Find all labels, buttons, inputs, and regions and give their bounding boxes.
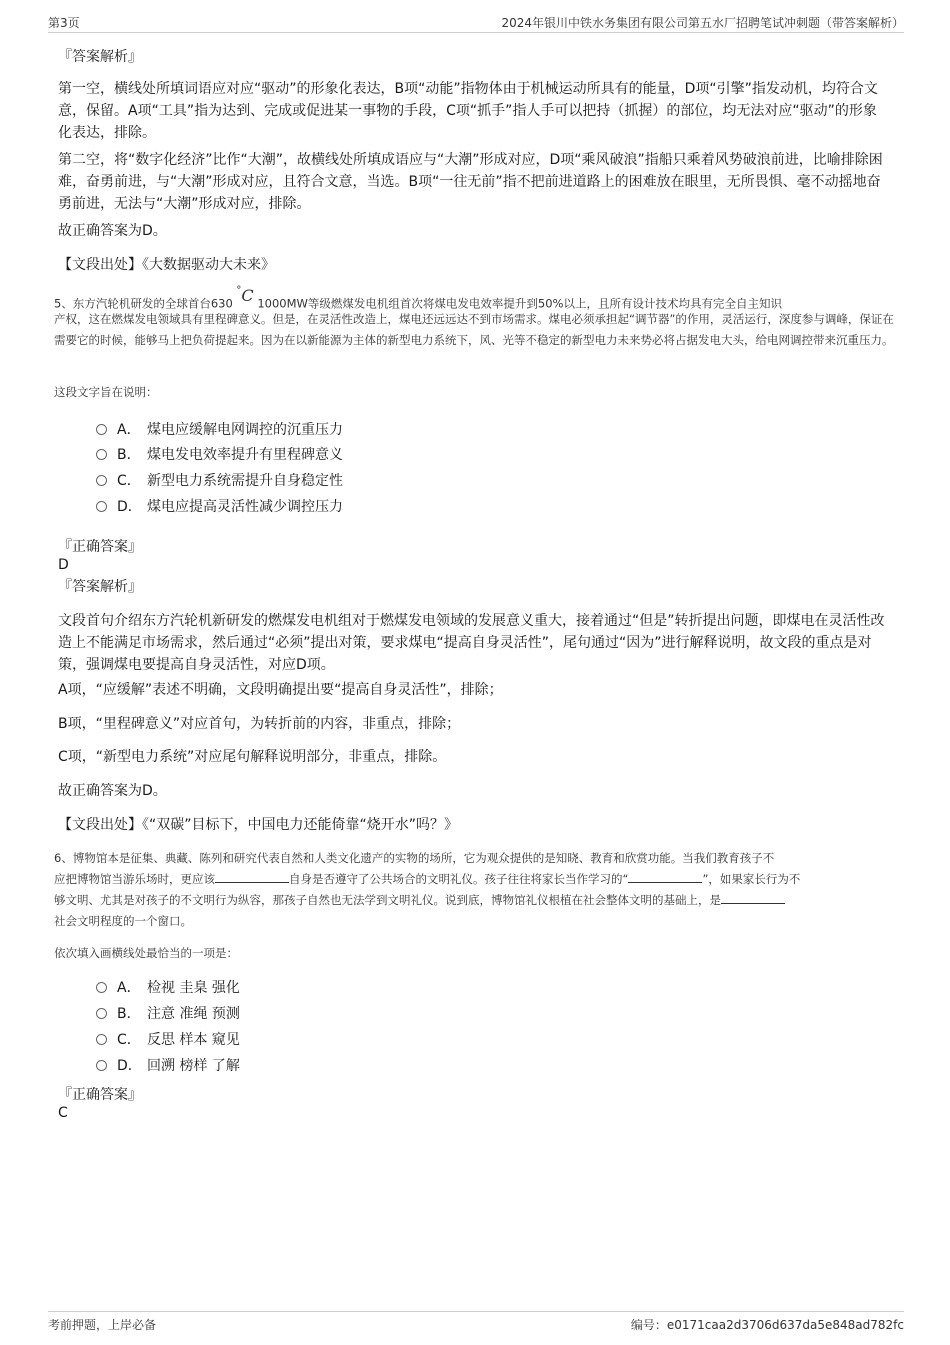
document-code: 编号：e0171caa2d3706d637da5e848ad782fc: [630, 1318, 904, 1332]
q5-analysis-label: 『答案解析』: [58, 579, 142, 595]
q5-analysis-paragraph: 文段首句介绍东方汽轮机新研发的燃煤发电机组对于燃煤发电领域的发展意义重大，接着通过“但是”转折提出问题，即煤电在灵活性改造上不能满足市场需求，然后通过“必须”提出对策，要求煤电“提高自身灵活性”，尾句通过“因为”进行解释说明，故文段的重点是对策，强调煤电要提高自身灵活性，对应D项。: [58, 613, 885, 673]
q5-answer: D: [58, 557, 69, 573]
radio-icon[interactable]: [96, 982, 107, 993]
q5-source: 【文段出处】《“双碳”目标下，中国电力还能倚靠“烧开水”吗？》: [58, 817, 459, 833]
q5-analysis-a: A项，“应缓解”表述不明确，文段明确提出要“提高自身灵活性”，排除；: [58, 682, 503, 698]
q5-stem-rest: 产权，这在燃煤发电领域具有里程碑意义。但是，在灵活性改造上，煤电还远远达不到市场需求。煤电必须承担起“调节器”的作用，灵活运行，深度参与调峰，保证在需要它的时候，能够马上把负荷提起来。因为在以新能源为主体的新型电力系统下，风、光等不稳定的新型电力未来势必将占据发电大头，给电网调控带来沉重压力。: [54, 312, 894, 347]
q6-option-a[interactable]: A． 检视 圭臬 强化: [96, 978, 240, 998]
q5-option-d[interactable]: D． 煤电应提高灵活性减少调控压力: [96, 497, 343, 517]
page-header: [48, 12, 904, 33]
q5-conclusion: 故正确答案为D。: [58, 783, 167, 799]
q5-stem-line1-rest: 1000MW等级燃煤发电机组首次将煤电发电效率提升到50%以上，且所有设计技术均具有完全自主知识: [257, 296, 782, 311]
radio-icon[interactable]: [96, 1060, 107, 1071]
q5-stem-prefix: 5、东方汽轮机研发的全球首台630: [54, 296, 233, 311]
radio-icon[interactable]: [96, 449, 107, 460]
q6-answer: C: [58, 1105, 68, 1121]
q6-option-b[interactable]: B． 注意 准绳 预测: [96, 1004, 240, 1024]
q6-answer-label: 『正确答案』: [58, 1087, 142, 1103]
radio-icon[interactable]: [96, 1034, 107, 1045]
footer-slogan: 考前押题，上岸必备: [48, 1318, 157, 1332]
q5-analysis-b: B项，“里程碑意义”对应首句，为转折前的内容，非重点，排除；: [58, 716, 461, 732]
radio-icon[interactable]: [96, 501, 107, 512]
q5-option-c[interactable]: C． 新型电力系统需提升自身稳定性: [96, 471, 343, 491]
q6-option-c[interactable]: C． 反思 样本 窥见: [96, 1030, 240, 1050]
q5-option-b[interactable]: B． 煤电发电效率提升有里程碑意义: [96, 445, 343, 465]
radio-icon[interactable]: [96, 1008, 107, 1019]
q6-prompt: 依次填入画横线处最恰当的一项是：: [54, 946, 238, 960]
q5-prompt: 这段文字旨在说明：: [54, 385, 158, 399]
q6-stem-line2: 应把博物馆当游乐场时，更应该 自身是否遵守了公共场合的文明礼仪。孩子往往将家长当作学习的“ ”，如果家长行为不: [54, 872, 801, 886]
page-footer: [48, 1311, 904, 1334]
q5-answer-label: 『正确答案』: [58, 539, 142, 555]
q4-analysis-label: 『答案解析』: [58, 49, 142, 65]
degree-celsius-symbol: °C: [236, 285, 254, 306]
page-number: 第3页: [48, 16, 80, 30]
document-title: 2024年银川中铁水务集团有限公司第五水厂招聘笔试冲刺题（带答案解析）: [501, 16, 904, 30]
fill-blank-1: [215, 871, 289, 883]
q5-option-a[interactable]: A． 煤电应缓解电网调控的沉重压力: [96, 420, 343, 440]
fill-blank-3: [721, 892, 785, 904]
q6-stem-line3: 够文明、尤其是对孩子的不文明行为纵容，那孩子自然也无法学到文明礼仪。说到底，博物馆礼仪根植在社会整体文明的基础上，是: [54, 890, 898, 911]
q4-analysis-paragraph-1: 第一空，横线处所填词语应对应“驱动”的形象化表达，B项“动能”指物体由于机械运动所具有的能量，D项“引擎”指发动机，均符合文意，保留。A项“工具”指为达到、完成或促进某一事物的手段，C项“抓手”指人手可以把持（抓握）的部位，均无法对应“驱动”的形象化表达，排除。: [58, 81, 878, 141]
q6-option-d[interactable]: D． 回溯 榜样 了解: [96, 1056, 240, 1076]
q6-stem-line1: 6、博物馆本是征集、典藏、陈列和研究代表自然和人类文化遗产的实物的场所，它为观众提供的是知晓、教育和欣赏功能。当我们教育孩子不: [54, 851, 775, 865]
q4-conclusion: 故正确答案为D。: [58, 223, 167, 239]
fill-blank-2: [628, 871, 702, 883]
q5-analysis-c: C项，“新型电力系统”对应尾句解释说明部分，非重点，排除。: [58, 749, 447, 765]
q6-stem-line4: 社会文明程度的一个窗口。: [54, 914, 192, 928]
q4-source: 【文段出处】《大数据驱动大未来》: [58, 257, 275, 273]
radio-icon[interactable]: [96, 424, 107, 435]
radio-icon[interactable]: [96, 475, 107, 486]
q4-analysis-paragraph-2: 第二空，将“数字化经济”比作“大潮”，故横线处所填成语应与“大潮”形成对应，D项“乘风破浪”指船只乘着风势破浪前进，比喻排除困难，奋勇前进，与“大潮”形成对应，且符合文意，当选。B项“一往无前”指不把前进道路上的困难放在眼里，无所畏惧、毫不动摇地奋勇前进，无法与“大潮”形成对应，排除。: [58, 152, 883, 212]
